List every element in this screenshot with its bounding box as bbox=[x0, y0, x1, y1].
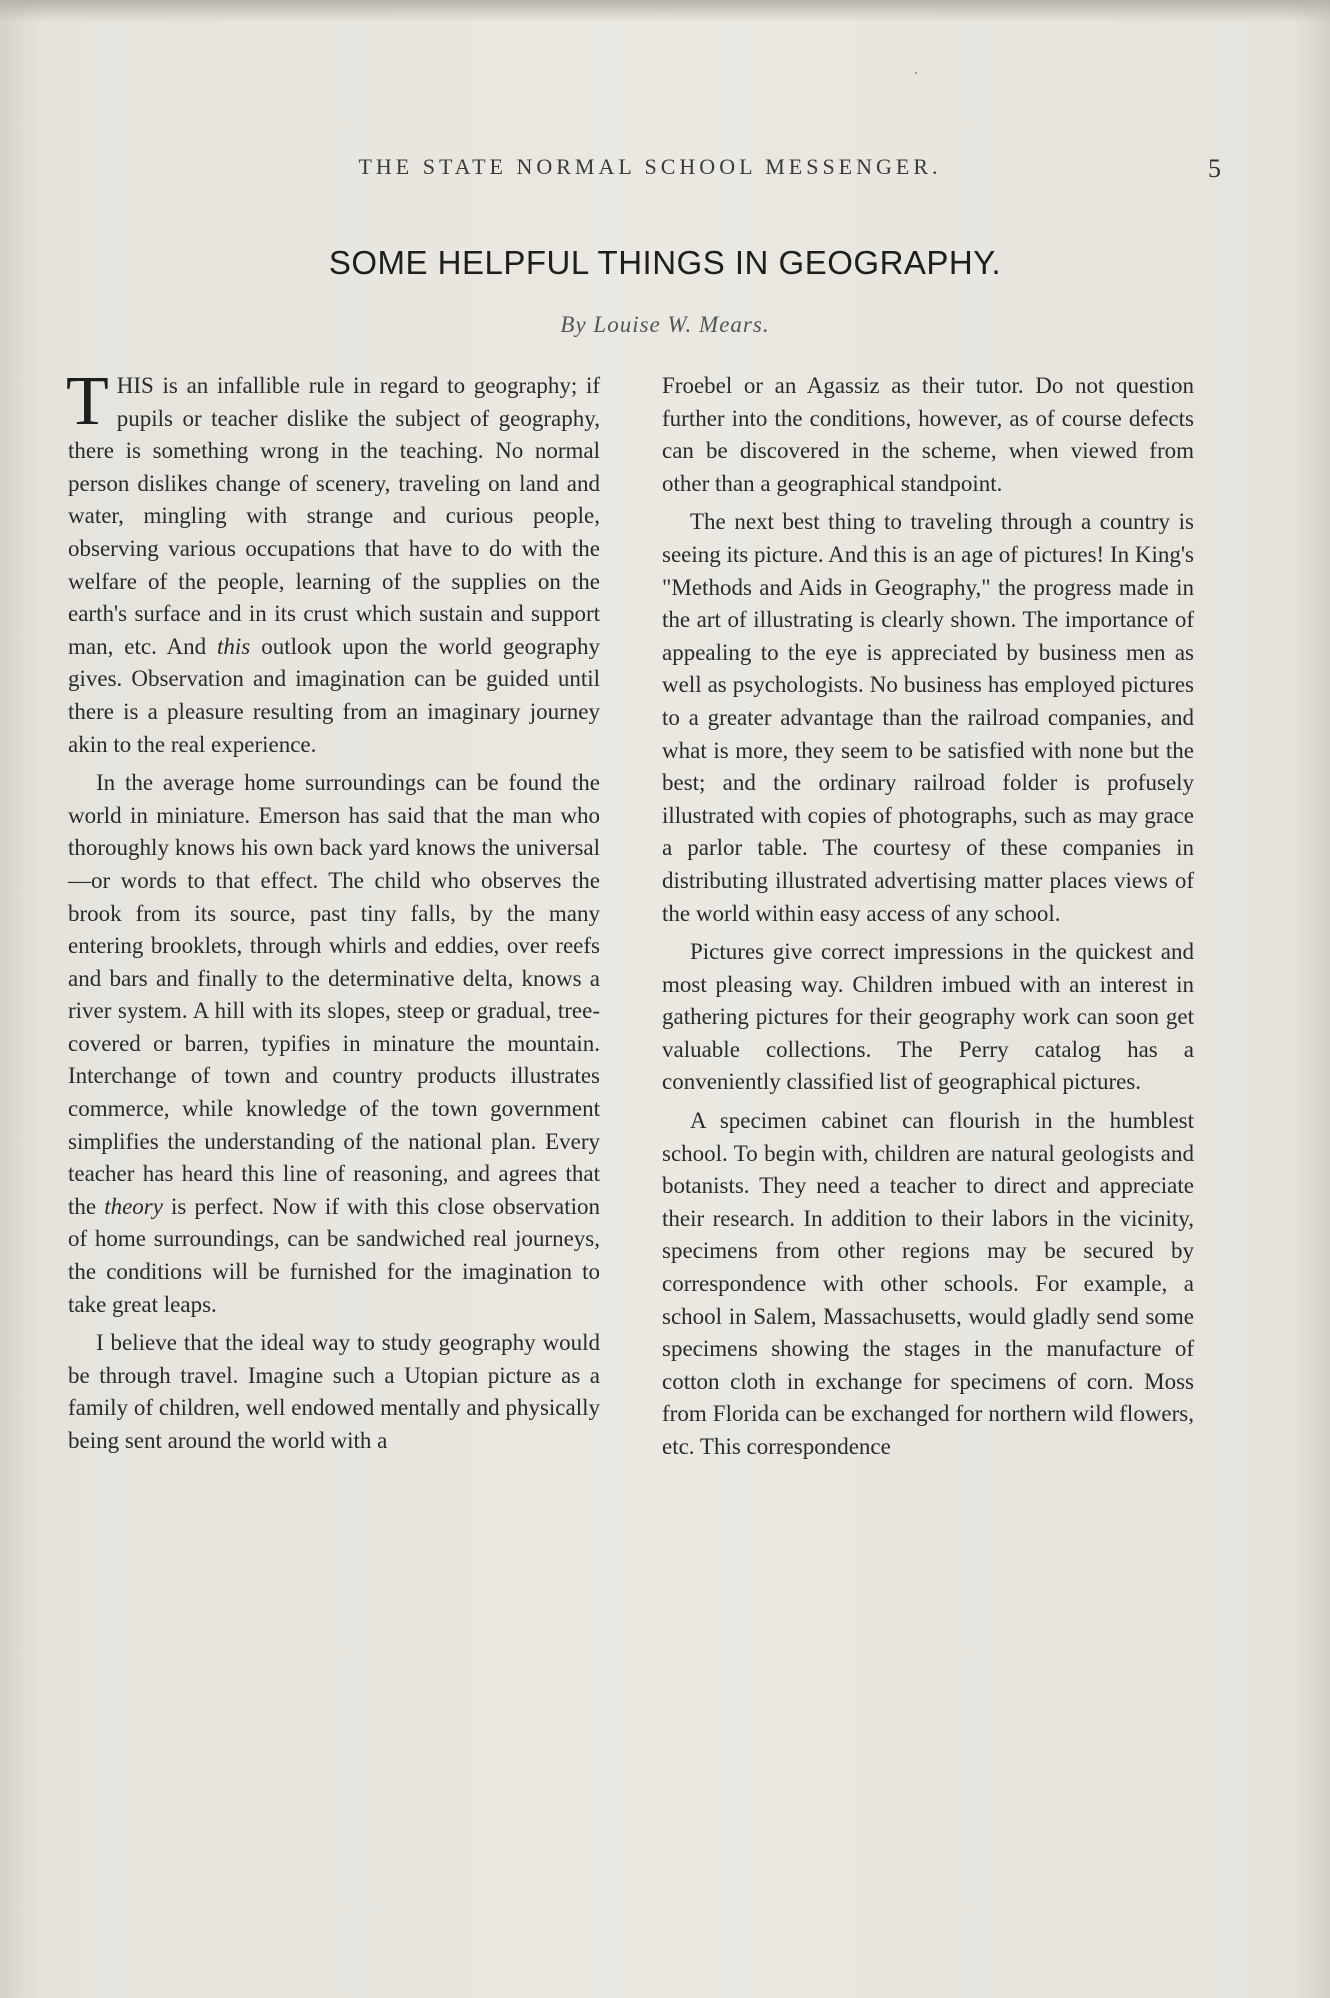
drop-cap: T bbox=[66, 363, 109, 440]
paragraph: I believe that the ideal way to study geography would be through travel. Imagine such a Utopian picture as a family of children, well endowed mentally and physically being sent around the world with a bbox=[68, 1330, 600, 1453]
left-column bbox=[66, 363, 600, 1464]
scan-speck bbox=[915, 72, 917, 74]
paragraph: Pictures give correct impressions in the quickest and most pleasing way. Children imbued with an interest in gathering pictures for their geography work can soon get valuable collections. The Perry catalog has a conveniently classified list of geographical pictures. bbox=[662, 939, 1194, 1095]
paragraph bbox=[66, 363, 600, 761]
byline: By Louise W. Mears. bbox=[560, 312, 770, 337]
paragraph bbox=[68, 767, 600, 1321]
paragraph-text: is perfect. Now if with this close observation of home surroundings, can be sandwiched real journeys, the conditions will be furnished for the imagination to take great leaps. bbox=[68, 1193, 600, 1317]
paragraph: Froebel or an Agassiz as their tutor. Do not question further into the conditions, however, as of course defects can be discovered in the scheme, when viewed from other than a geographical standpoint. bbox=[662, 373, 1194, 496]
paragraph: A specimen cabinet can flourish in the humblest school. To begin with, children are natural geologists and botanists. They need a teacher to direct and appreciate their research. In addition to their labors in the vicinity, specimens from other regions may be secured by correspondence with other schools. For example, a school in Salem, Massachusetts, would gladly send some specimens showing the stages in the manufacture of cotton cloth in exchange for specimens of corn. Moss from Florida can be exchanged for northern wild flowers, etc. This correspondence bbox=[662, 1108, 1194, 1459]
paragraph-text: In the average home surroundings can be found the world in miniature. Emerson has said that the man who thoroughly knows his own back yard knows the universal—or words to that effect. The child who observes the brook from its source, past tiny falls, by the many entering brooklets, through whirls and eddies, over reefs and bars and finally to the determinative delta, knows a river system. A hill with its slopes, steep or gradual, tree-covered or barren, typifies in minature the mountain. Interchange of town and country products illustrates commerce, while knowledge of the town government simplifies the understanding of the national plan. Every teacher has heard this line of reasoning, and agrees that the bbox=[68, 770, 600, 1219]
running-head bbox=[0, 154, 1330, 194]
journal-title: THE STATE NORMAL SCHOOL MESSENGER. bbox=[358, 154, 942, 179]
paragraph: The next best thing to traveling through a country is seeing its picture. And this is an age of pictures! In King's "Methods and Aids in Geography," the progress made in the art of illustrating is clearly shown. The importance of appealing to the eye is appreciated by business men as well as psychologists. No business has employed pictures to a greater advantage than the railroad companies, and what is more, they seem to be satisfied with none but the best; and the ordinary railroad folder is profusely illustrated with copies of photographs, such as may grace a parlor table. The courtesy of these companies in distributing illustrated advertising matter places views of the world within easy access of any school. bbox=[662, 509, 1194, 926]
emphasis: this bbox=[217, 633, 251, 659]
paragraph-text: HIS is an infallible rule in regard to geography; if pupils or teacher dislike the subject of geography, there is something wrong in the teaching. No normal person dislikes change of scenery, traveling on land and water, mingling with strange and curious people, observing various occupations that have to do with the welfare of the people, learning of the supplies on the earth's surface and in its crust which sustain and support man, etc. And bbox=[68, 373, 600, 659]
paragraph-text: outlook upon the world geography gives. Observation and imagination can be guided until there is a pleasure resulting from an imaginary journey akin to the real experience. bbox=[68, 633, 600, 757]
emphasis: theory bbox=[104, 1193, 163, 1219]
page-number: 5 bbox=[1208, 154, 1221, 183]
article-title: SOME HELPFUL THINGS IN GEOGRAPHY. bbox=[328, 244, 1002, 281]
right-column bbox=[662, 370, 1194, 1470]
scan-shadow bbox=[0, 0, 1330, 22]
